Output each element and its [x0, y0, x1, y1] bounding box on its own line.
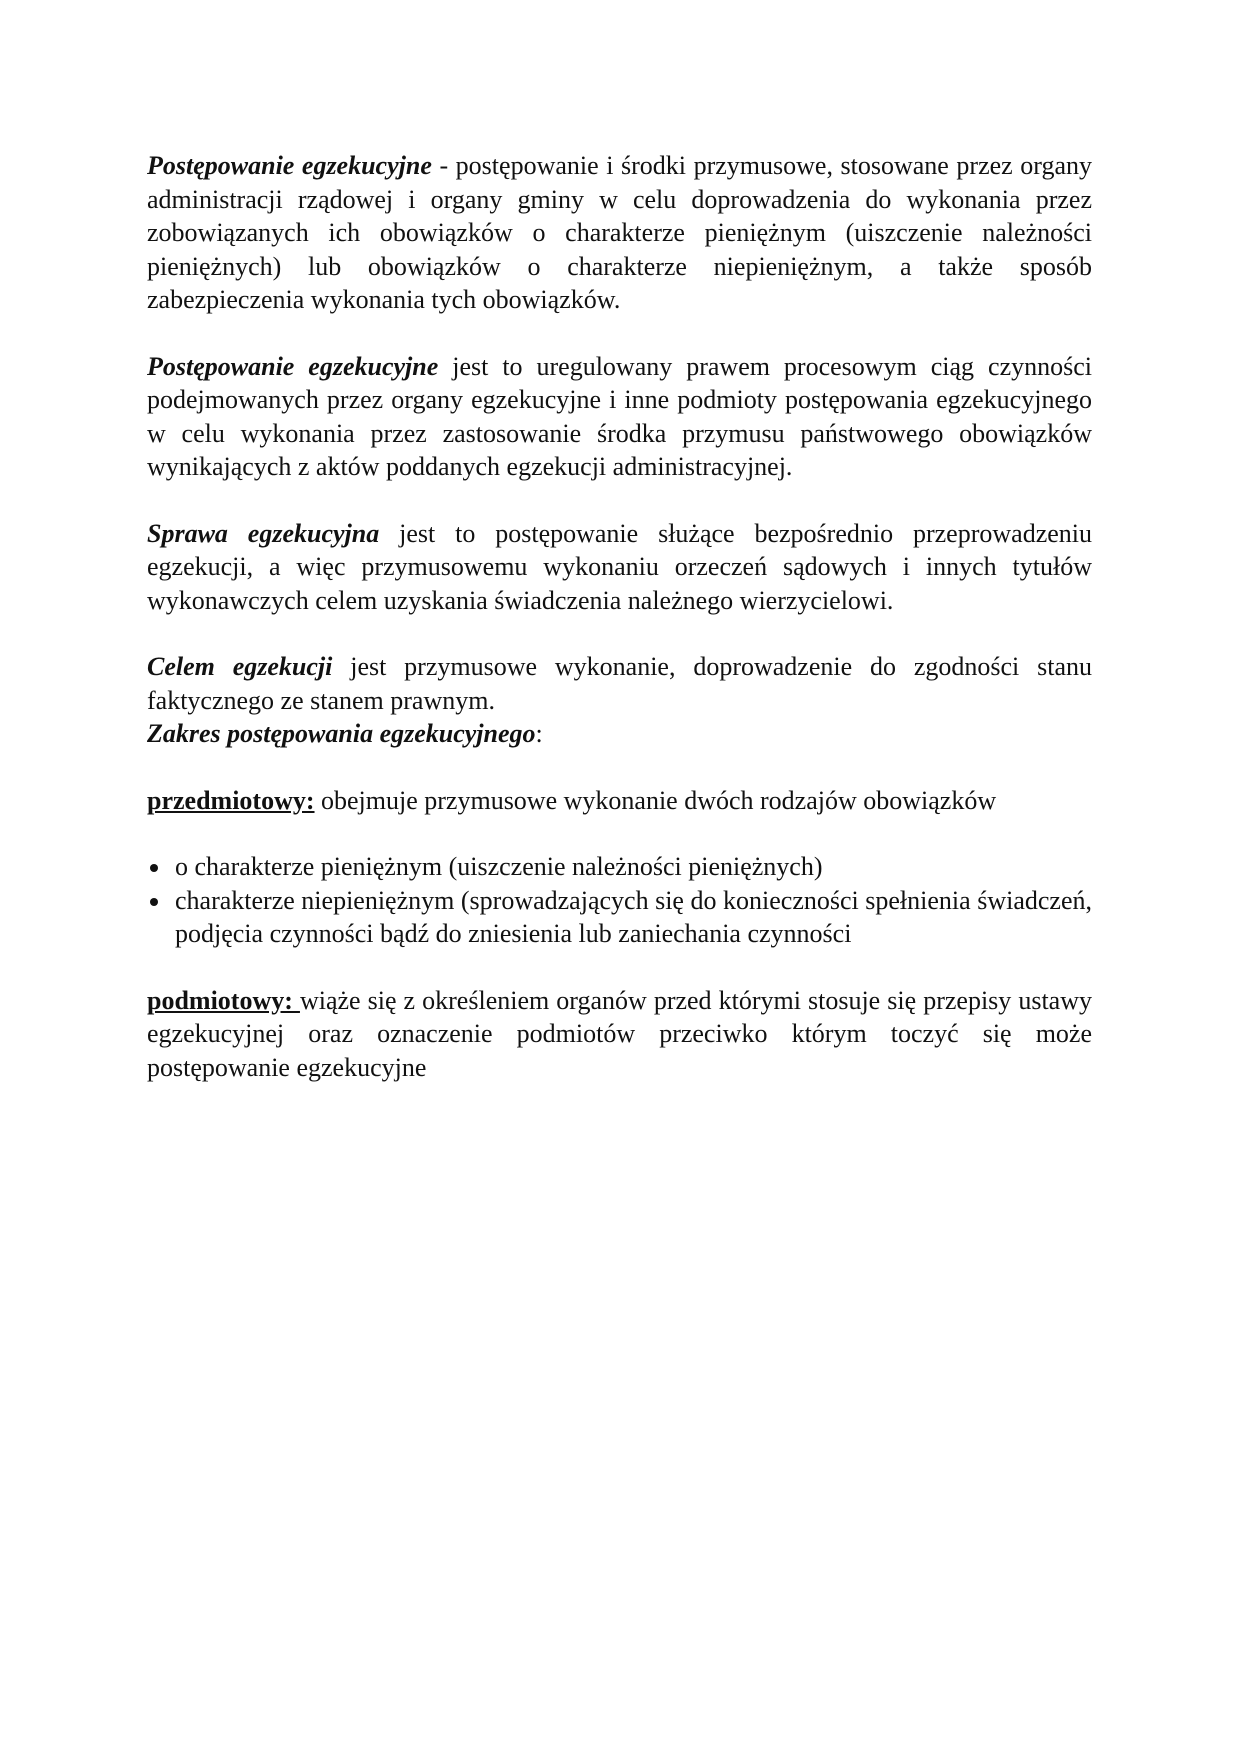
term-przedmiotowy: przedmiotowy: [147, 785, 315, 815]
paragraph-text: jest przymusowe wykonanie, doprowadzenie do zgodności stanu faktycznego ze stanem prawnym. [147, 652, 1092, 715]
paragraph-przedmiotowy [147, 784, 1092, 818]
bullet-list [147, 850, 1092, 951]
heading-text: Zakres postępowania egzekucyjnego [147, 719, 536, 748]
term-celem-egzekucji: Celem egzekucji [147, 652, 333, 681]
term-postepowanie-egzekucyjne-1: Postępowanie egzekucyjne [147, 151, 432, 180]
paragraph-text: obejmuje przymusowe wykonanie dwóch rodzajów obowiązków [314, 785, 997, 815]
term-sprawa-egzekucyjna: Sprawa egzekucyjna [147, 518, 380, 548]
term-podmiotowy: podmiotowy: [147, 985, 300, 1015]
list-item [147, 884, 1092, 951]
section-heading-zakres [147, 717, 1092, 751]
paragraph-sprawa-egzekucyjna [147, 517, 1092, 618]
heading-colon: : [535, 719, 543, 748]
term-postepowanie-egzekucyjne-2: Postępowanie egzekucyjne [147, 351, 439, 381]
document-page [147, 149, 1092, 1084]
paragraph-text: jest to uregulowany prawem procesowym ciąg czynności podejmowanych przez organy egzekucyjne i inne podmioty postępowania egzekucyjnego w celu wykonania przez zastosowanie środka przymusu państwowego obowiązków wynikających z aktów poddanych egzekucji administracyjnej. [147, 351, 1092, 481]
paragraph-definition-1 [147, 149, 1092, 317]
paragraph-definition-2 [147, 350, 1092, 484]
paragraph-text: jest to postępowanie służące bezpośrednio przeprowadzeniu egzekucji, a więc przymusowemu wykonaniu orzeczeń sądowych i innych tytułów wykonawczych celem uzyskania świadczenia należnego wierzycielowi. [147, 518, 1092, 615]
paragraph-cel-egzekucji [147, 650, 1092, 717]
list-item [147, 850, 1092, 884]
paragraph-podmiotowy [147, 984, 1092, 1085]
bullet-icon [150, 864, 158, 872]
paragraph-text: - postępowanie i środki przymusowe, stosowane przez organy administracji rządowej i organy gminy w celu doprowadzenia do wykonania przez zobowiązanych ich obowiązków o charakterze pieniężnym (uiszczenie należności pieniężnych) lub obowiązków o charakterze niepieniężnym, a także sposób zabezpieczenia wykonania tych obowiązków. [147, 151, 1092, 314]
list-item-text: charakterze niepieniężnym (sprowadzających się do konieczności spełnienia świadczeń, podjęcia czynności bądź do zniesienia lub zaniechania czynności [175, 885, 1092, 948]
list-item-text: o charakterze pieniężnym (uiszczenie należności pieniężnych) [175, 852, 823, 881]
bullet-icon [150, 898, 158, 906]
paragraph-text: wiąże się z określeniem organów przed którymi stosuje się przepisy ustawy egzekucyjnej oraz oznaczenie podmiotów przeciwko którym toczyć się może postępowanie egzekucyjne [147, 985, 1092, 1082]
